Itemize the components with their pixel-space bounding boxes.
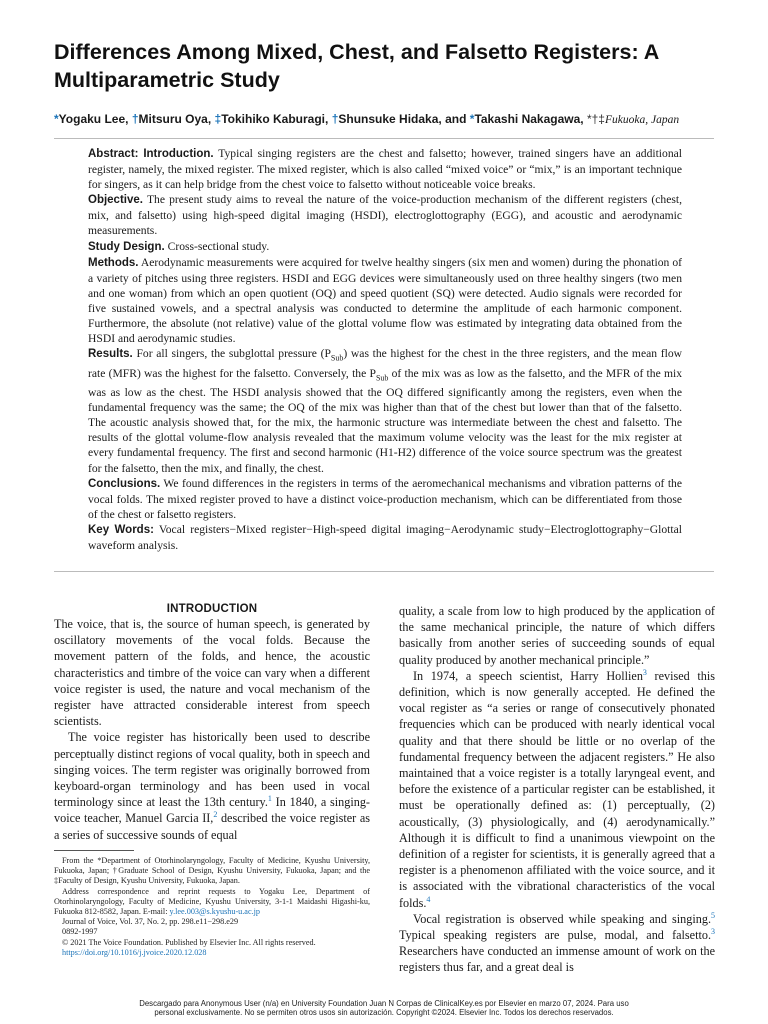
paragraph-text: described the voice register as a series of successive sounds of equal <box>54 811 370 842</box>
conclusions-label: Conclusions. <box>88 477 161 490</box>
paragraph <box>399 911 715 976</box>
paragraph-text: Vocal registration is observed while speaking and singing. <box>413 911 711 926</box>
results-label: Results. <box>88 348 133 361</box>
reference-link[interactable]: 1 <box>267 794 272 804</box>
author-name[interactable]: Shunsuke Hidaka, and <box>338 112 467 126</box>
doi-link[interactable]: https://doi.org/10.1016/j.jvoice.2020.12.028 <box>62 947 207 957</box>
introduction-text: Typical singing registers are the chest and falsetto; however, trained singers have an additional register, namely, the mixed register. The mixed register, which is also called “mixed voice” or “mix,” is an important technique for singers, as it can help bridge from the chest voice to falsetto without noticeable voice breaks. <box>88 147 682 192</box>
reference-link[interactable]: 3 <box>711 927 715 936</box>
paragraph <box>54 729 370 842</box>
author-mark: ‡ <box>214 112 222 126</box>
section-heading: INTRODUCTION <box>166 603 258 615</box>
paragraph-text: Researchers have conducted an immense amount of work on the registers thus far, and a great deal is <box>399 944 715 975</box>
objective-label: Objective. <box>88 194 143 207</box>
objective-text: The present study aims to reveal the nature of the voice-production mechanism of the different registers (chest, mix, and falsetto) using high-speed digital imaging (HSDI), electroglottography (EGG), and acoustic and aerodynamic measurements. <box>88 193 682 238</box>
keywords-text: Vocal registers−Mixed register−High-speed digital imaging−Aerodynamic study−Electroglottography−Glottal waveform analysis. <box>88 522 682 552</box>
paragraph-text: In 1840, a singing-voice teacher, Manuel Garcia II, <box>54 795 370 826</box>
footnote-divider <box>54 850 134 851</box>
study-design-label: Study Design. <box>88 240 165 253</box>
issn: 0892-1997 <box>62 927 98 937</box>
paragraph-text: revised this definition, which is now generally accepted. He defined the vocal register as “a series or range of consecutively phonated frequencies which can be produced with nearly identical vocal quality and that there should be little or no overlap of the fundamental frequency between the adjacent registers.” He also maintained that a voice register is a totally laryngeal event, and before the existence of a particular register can be established, it must be operationally defined as: (1) perceptually, (2) acoustically, (3) physiologically, and (4) aerodynamically.” Although it is difficult to find a unanimous viewpoint on the definition of a register for scientists, it is generally agreed that a register is a phenomenon affiliated with the voice source, and it is associated with the vibrational characteristics of the vocal folds. <box>399 668 715 910</box>
author-name[interactable]: Takashi Nakagawa, <box>474 112 584 126</box>
author-mark: * <box>469 112 475 126</box>
study-design-text: Cross-sectional study. <box>167 239 270 253</box>
paragraph <box>399 668 715 911</box>
abstract-keywords <box>88 522 682 553</box>
methods-label: Methods. <box>88 256 139 269</box>
paragraph-text: The voice register has historically been used to describe perceptually distinct regions of vocal quality, both in speech and singing voices. The term register was originally borrowed from keyboard-organ terminology and has been used in vocal terminology since at least the 13th century. <box>54 730 370 810</box>
download-notice <box>100 999 668 1017</box>
affiliation-marks: *†‡ <box>586 112 605 126</box>
reference-link[interactable]: 3 <box>642 667 647 677</box>
email-link[interactable]: y.lee.003@s.kyushu-u.ac.jp <box>169 907 260 917</box>
subscript: Sub <box>375 372 389 382</box>
download-notice-line: Descargado para Anonymous User (n/a) en University Foundation Juan N Corpas de ClinicalKey.es por Elsevier en marzo 07, 2024. Para uso <box>139 999 629 1008</box>
paragraph: The voice, that is, the source of human speech, is generated by oscillatory movements of the vocal folds. Because the movement pattern of the folds, and hence, the acoustic characteristics and timbre of the voice can vary when a different voice register is used, the nature and vocal mechanism of the register have attracted considerable interest from speech scientists. <box>54 617 370 729</box>
keywords-label: Key Words: <box>88 523 154 536</box>
reference-link[interactable]: 4 <box>426 894 431 904</box>
body-column-right <box>399 603 715 976</box>
copyright: © 2021 The Voice Foundation. Published by Elsevier Inc. All rights reserved. <box>62 937 316 947</box>
author-mark: * <box>54 112 59 126</box>
paragraph-text: Typical speaking registers are pulse, modal, and falsetto. <box>399 928 711 943</box>
paragraph: quality, a scale from low to high produced by the application of the same mechanical principle, the nature of which differs basically from another series of succeeding sounds of equal quality produced by another mechanical principle.” <box>399 604 715 667</box>
abstract-conclusions <box>88 476 682 522</box>
author-mark: † <box>131 112 139 126</box>
subscript: Sub <box>330 353 344 363</box>
author-line <box>54 111 734 128</box>
author-name[interactable]: Tokihiko Kaburagi, <box>221 112 329 126</box>
author-name[interactable]: Mitsuru Oya, <box>138 112 212 126</box>
article-title: Differences Among Mixed, Chest, and Falsetto Registers: A Multiparametric Study <box>54 40 659 92</box>
abstract <box>88 146 682 553</box>
author-mark: † <box>331 112 339 126</box>
results-text: For all singers, the subglottal pressure (P <box>136 347 331 361</box>
author-affiliation: Fukuoka, Japan <box>604 114 680 126</box>
abstract-objective <box>88 192 682 238</box>
author-name[interactable]: Yogaku Lee, <box>58 112 129 126</box>
body-column-left <box>54 603 370 843</box>
abstract-results <box>88 346 682 475</box>
introduction-label: Introduction. <box>143 148 214 160</box>
conclusions-text: We found differences in the registers in terms of the aeromechanical mechanisms and vibration patterns of the vocal folds. The mixed register proved to have a distinct voice-production mechanism, which can be differentiated from those of the chest or falsetto registers. <box>88 476 682 521</box>
footnote-affiliations: From the *Department of Otorhinolaryngology, Faculty of Medicine, Kyushu University, Fukuoka, Japan; †Graduate School of Design, Kyushu University, Fukuoka, Japan; and the ‡Faculty of Design, Kyushu University, Fukuoka, Japan. <box>54 856 370 886</box>
download-notice-line: personal exclusivamente. No se permiten otros usos sin autorización. Copyright ©2024. Elsevier Inc. Todos los derechos reservados. <box>154 1008 614 1018</box>
paragraph-text: In 1974, a speech scientist, Harry Hollien <box>413 668 643 683</box>
results-text: of the mix was as low as the falsetto, and the MFR of the mix was as low as the chest. The HSDI analysis showed that the OQ differed significantly among the registers, even when the fundamental frequency was the same; the OQ of the mix was higher than that of the chest but lower than that of the falsetto. The acoustic analysis showed that, for the mix, the harmonic structure was intermediate between the chest and falsetto. The results of the glottal volume-flow analysis revealed that the maximum volume velocity was the least for the mix register at every fundamental frequency. The first and second harmonic (H1-H2) difference of the voice source spectrum was the greatest for the falsetto, then the mix, and finally, the chest. <box>88 366 682 475</box>
abstract-introduction <box>88 146 682 192</box>
journal-citation: Journal of Voice, Vol. 37, No. 2, pp. 298.e11−298.e29 <box>62 917 239 927</box>
footnote-correspondence <box>54 887 370 918</box>
reference-link[interactable]: 2 <box>213 810 218 820</box>
abstract-study-design <box>88 239 682 255</box>
abstract-label: Abstract: <box>88 148 139 160</box>
footnote <box>54 856 370 958</box>
reference-link[interactable]: 5 <box>711 910 715 920</box>
methods-text: Aerodynamic measurements were acquired for twelve healthy singers (six men and women) during the phonation of a variety of pitches using three registers. HSDI and EGG devices were simultaneously used on three healthy singers (two men and one woman) from which an open quotient (OQ) and speed quotient (SQ) were detected. Audio signals were recorded for five sustained vowels, and a spectral analysis was conducted to determine the amplitude of each harmonic component. Furthermore, the absolute (not relative) value of the glottal volume flow was estimated by integrating data obtained from the HSDI and aerodynamic studies. <box>88 255 682 346</box>
results-text: ) was the highest for the chest in the three registers, and the mean flow rate (MFR) was the highest for the falsetto. Conversely, the P <box>88 347 682 380</box>
abstract-methods <box>88 255 682 347</box>
correspondence-text: Address correspondence and reprint requests to Yogaku Lee, Department of Otorhinolaryngology, Faculty of Medicine, Kyushu University, 3-1-1 Maidashi Higashi-ku, Fukuoka 812-8582, Japan. E-mail: <box>54 886 370 917</box>
